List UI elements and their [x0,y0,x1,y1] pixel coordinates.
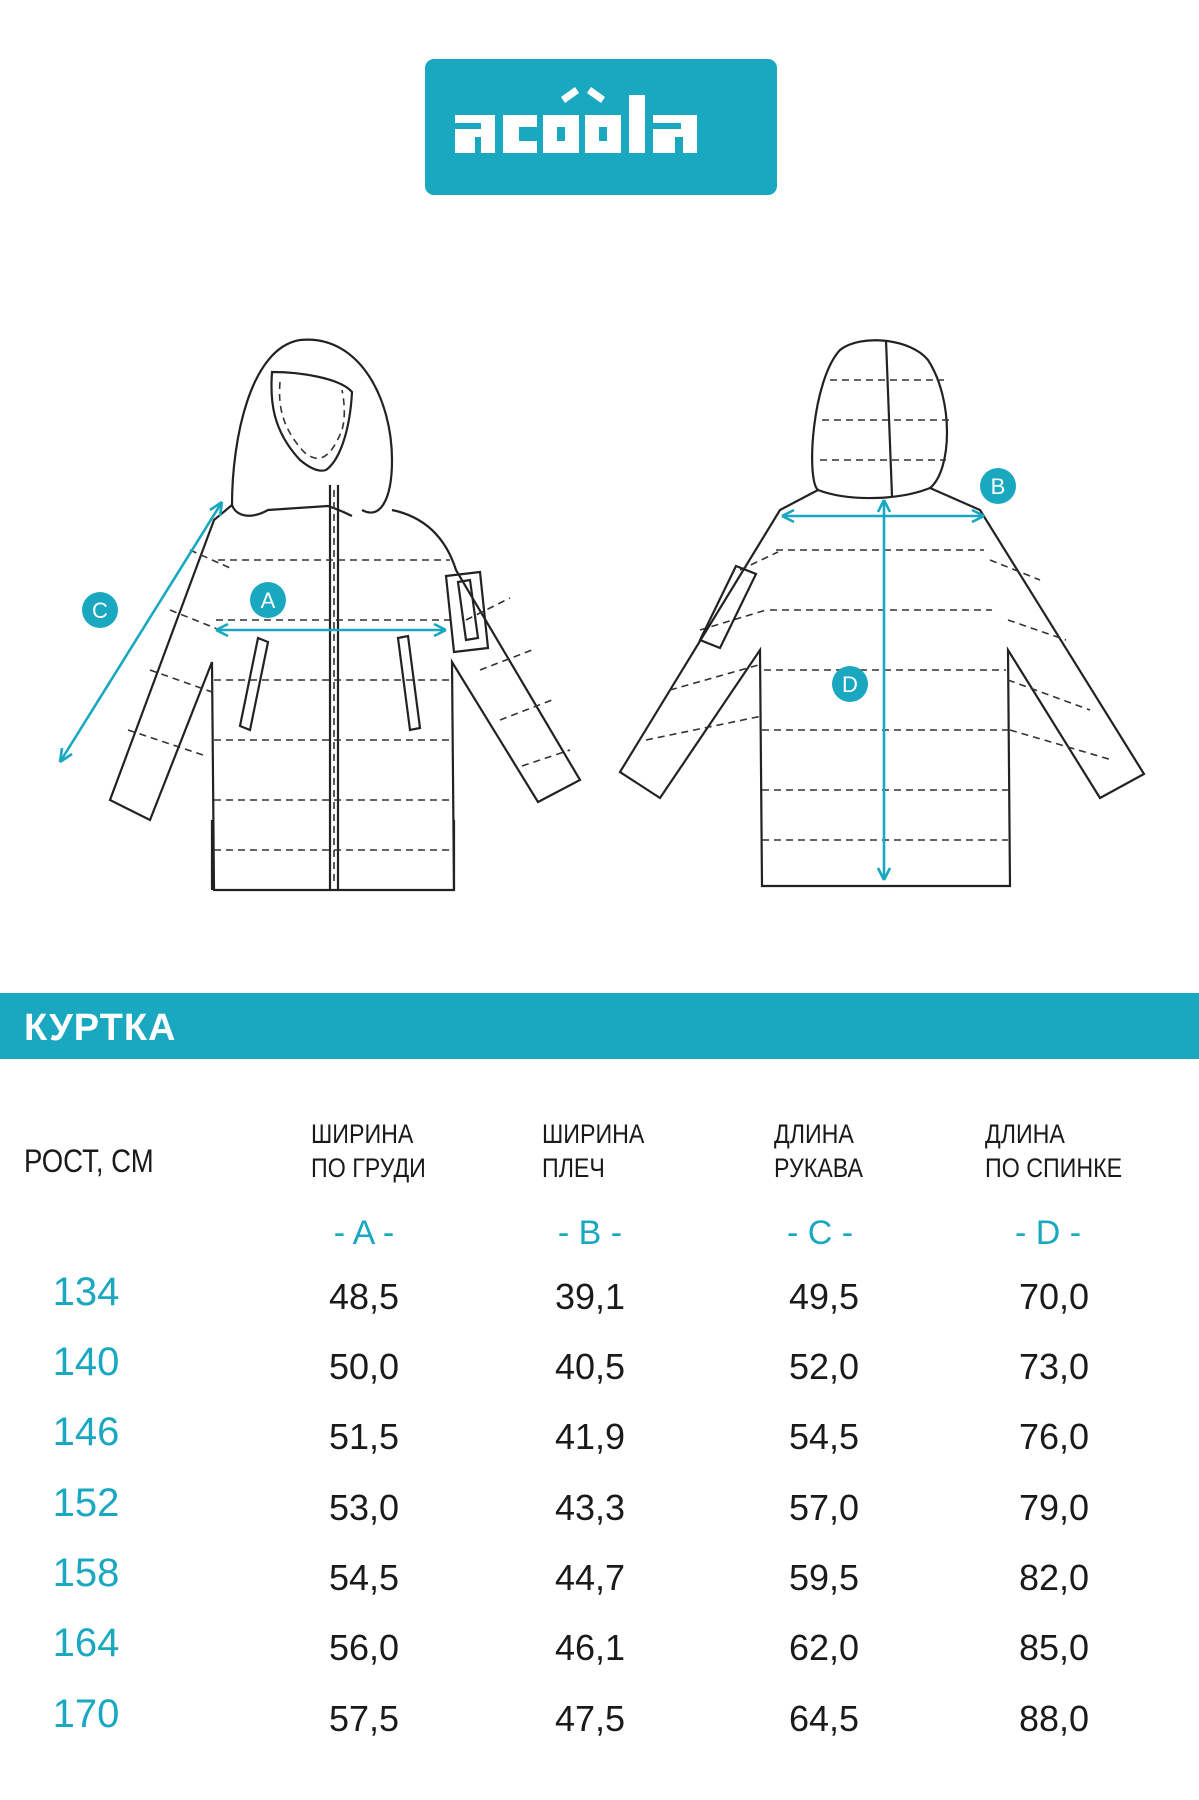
section-title-bar [0,993,1199,1059]
shoulder-width-value: 39,1 [554,1276,626,1317]
chest-width-value: 54,5 [328,1557,400,1598]
column-header-line2: РУКАВА [774,1153,863,1183]
table-row [0,1340,1199,1406]
height-value: 170 [52,1692,120,1736]
jacket-front [60,340,580,890]
label-c: C [92,598,108,623]
sleeve-length-value: 64,5 [788,1698,860,1739]
column-header-line2: ПЛЕЧ [542,1153,605,1183]
label-d: D [842,672,858,697]
sleeve-length-value: 49,5 [788,1276,860,1317]
column-header-chest [311,1117,483,1185]
back-length-value: 70,0 [1018,1276,1090,1317]
jacket-back [620,340,1144,886]
logo-wordmark [425,59,777,195]
row-header: РОСТ, СМ [24,1143,154,1179]
height-value: 134 [52,1270,120,1314]
back-length-value: 76,0 [1018,1416,1090,1457]
column-letter-d: - D - [1014,1214,1082,1252]
section-title: КУРТКА [24,1007,177,1049]
chest-width-value: 48,5 [328,1276,400,1317]
chest-width-value: 51,5 [328,1416,400,1457]
back-length-value: 79,0 [1018,1487,1090,1528]
column-letter-b: - B - [557,1214,623,1252]
sleeve-length-value: 62,0 [788,1627,860,1668]
table-row [0,1621,1199,1687]
height-value: 158 [52,1551,120,1595]
column-header-sleeve [774,1117,946,1185]
shoulder-width-value: 43,3 [554,1487,626,1528]
chest-width-value: 56,0 [328,1627,400,1668]
table-row [0,1270,1199,1336]
column-letter-a: - A - [333,1214,395,1252]
label-a: A [260,588,276,613]
back-length-value: 85,0 [1018,1627,1090,1668]
label-b: B [990,474,1006,499]
column-header-line1: ДЛИНА [985,1119,1065,1149]
column-header-line1: ШИРИНА [311,1119,414,1149]
table-row [0,1692,1199,1758]
column-header-line1: ДЛИНА [774,1119,854,1149]
chest-width-value: 50,0 [328,1346,400,1387]
height-value: 146 [52,1410,120,1454]
sleeve-length-value: 57,0 [788,1487,860,1528]
column-header-line2: ПО ГРУДИ [311,1153,426,1183]
column-header-line2: ПО СПИНКЕ [985,1153,1123,1183]
column-header-back-length [985,1117,1157,1185]
brand-logo [425,59,777,195]
height-value: 140 [52,1340,120,1384]
back-length-value: 82,0 [1018,1557,1090,1598]
sleeve-length-value: 54,5 [788,1416,860,1457]
back-length-value: 73,0 [1018,1346,1090,1387]
sleeve-length-value: 52,0 [788,1346,860,1387]
shoulder-width-value: 40,5 [554,1346,626,1387]
shoulder-width-value: 44,7 [554,1557,626,1598]
chest-width-value: 57,5 [328,1698,400,1739]
table-row [0,1481,1199,1547]
column-letter-c: - C - [786,1214,854,1252]
table-row [0,1551,1199,1617]
height-value: 152 [52,1481,120,1525]
table-row [0,1410,1199,1476]
back-length-value: 88,0 [1018,1698,1090,1739]
sleeve-length-value: 59,5 [788,1557,860,1598]
column-header-line1: ШИРИНА [542,1119,645,1149]
shoulder-width-value: 47,5 [554,1698,626,1739]
jacket-diagram [0,320,1199,900]
column-header-shoulders [542,1117,714,1185]
chest-width-value: 53,0 [328,1487,400,1528]
shoulder-width-value: 46,1 [554,1627,626,1668]
height-value: 164 [52,1621,120,1665]
shoulder-width-value: 41,9 [554,1416,626,1457]
